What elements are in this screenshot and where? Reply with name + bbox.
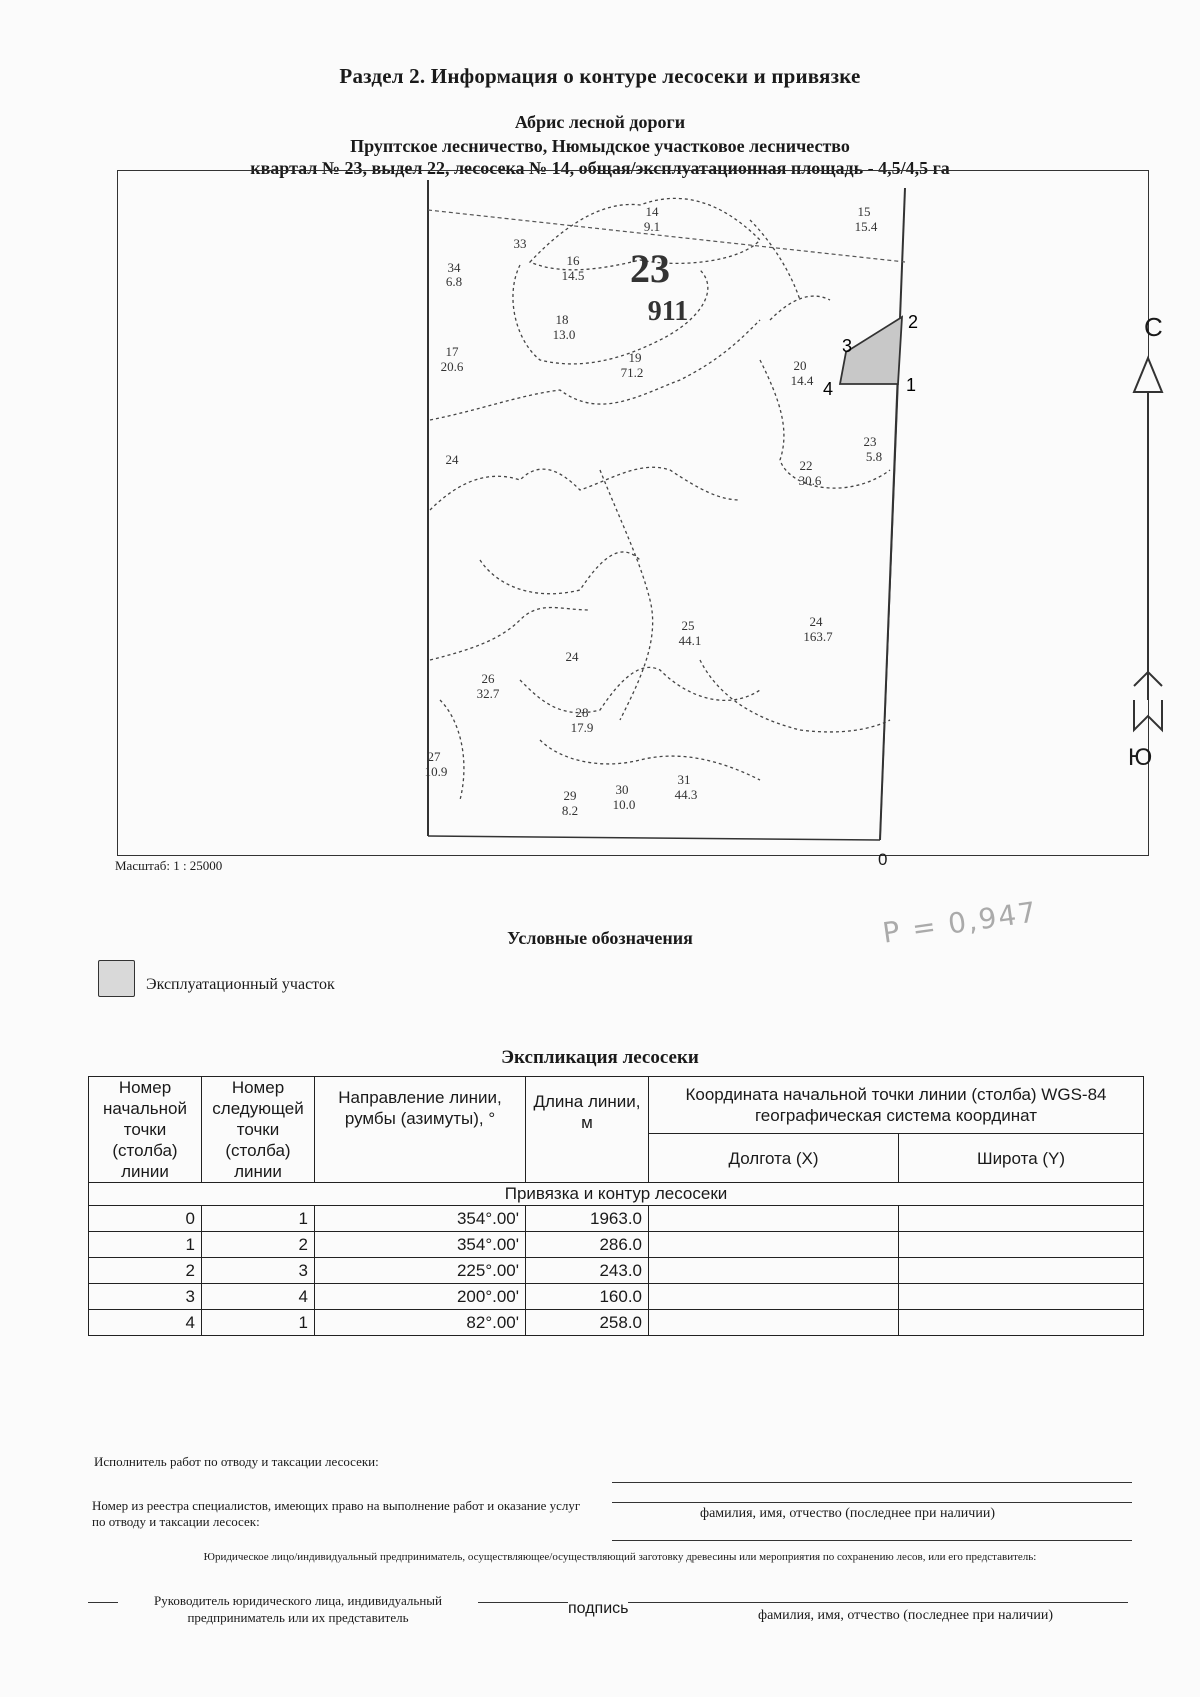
point-label-1: 1 — [906, 375, 917, 395]
stand-boundary — [440, 700, 464, 800]
cell-length: 1963.0 — [526, 1206, 649, 1232]
cell-length: 243.0 — [526, 1258, 649, 1284]
stand-number: 24 — [565, 649, 579, 664]
stand-number: 30 — [615, 782, 629, 797]
stand-boundary — [520, 667, 760, 712]
cell-longitude — [649, 1206, 899, 1232]
cell-direction: 82°.00' — [315, 1310, 526, 1336]
legend-title: Условные обозначения — [507, 928, 693, 948]
cell-next: 1 — [202, 1310, 315, 1336]
map-scale: Масштаб: 1 : 25000 — [115, 858, 223, 873]
fio-caption: фамилия, имя, отчество (последнее при наличии) — [700, 1506, 995, 1521]
stand-area: 15.4 — [854, 219, 878, 234]
stand-area: 44.1 — [678, 633, 702, 648]
cell-length: 286.0 — [526, 1232, 649, 1258]
stand-area: 10.9 — [424, 764, 448, 779]
stand-area: 14.5 — [561, 268, 585, 283]
table-row — [89, 1206, 1144, 1232]
stand-area: 71.2 — [620, 365, 644, 380]
south-label: Ю — [1128, 744, 1153, 771]
binding-line — [880, 384, 898, 840]
stand-boundary — [700, 660, 890, 732]
legal-entity-label: Юридическое лицо/индивидуальный предприниматель, осуществляющее/осуществляющий заготовку древесины или мероприятия по сохранению лесов, или его представитель: — [203, 1551, 1037, 1563]
signature-line — [612, 1482, 1132, 1483]
stand-area: 20.6 — [440, 359, 464, 374]
header-next-point: Номер следующей точки (столба) линии — [202, 1077, 315, 1183]
stand-number: 28 — [575, 705, 589, 720]
cell-latitude — [899, 1258, 1144, 1284]
stand-number: 27 — [427, 749, 441, 764]
stand-area: 14.4 — [790, 373, 814, 388]
north-label: С — [1144, 312, 1163, 342]
cell-start: 0 — [89, 1206, 202, 1232]
legend-swatch — [98, 960, 135, 997]
abris-title: Абрис лесной дороги — [514, 112, 686, 132]
table-row — [89, 1232, 1144, 1258]
stand-number: 24 — [445, 452, 459, 467]
stand-area: 32.7 — [476, 686, 500, 701]
stand-number: 26 — [481, 671, 495, 686]
stand-number: 34 — [447, 260, 461, 275]
header-start-point: Номер начальной точки (столба) линии — [89, 1077, 202, 1183]
cell-start: 2 — [89, 1258, 202, 1284]
cell-direction: 354°.00' — [315, 1206, 526, 1232]
cell-longitude — [649, 1258, 899, 1284]
cell-longitude — [649, 1310, 899, 1336]
quarter-number: 23 — [630, 246, 670, 291]
stand-boundary — [480, 552, 640, 594]
header-latitude: Широта (Y) — [899, 1134, 1144, 1183]
fio-caption: фамилия, имя, отчество (последнее при наличии) — [758, 1608, 1053, 1623]
explication-table — [88, 1076, 1144, 1336]
stand-number: 29 — [563, 788, 577, 803]
header-direction: Направление линии, румбы (азимуты), ° — [315, 1077, 526, 1183]
north-arrow-tail — [1134, 700, 1162, 730]
stand-area: 6.8 — [445, 274, 463, 289]
stand-area: 8.2 — [561, 803, 579, 818]
table-section-row — [89, 1183, 1144, 1206]
cell-latitude — [899, 1310, 1144, 1336]
table-header-row — [89, 1077, 1144, 1134]
stand-number: 19 — [628, 350, 642, 365]
stand-area: 9.1 — [643, 219, 661, 234]
header-coordinates: Координата начальной точки линии (столба) WGS-84 географическая система координат — [649, 1077, 1144, 1134]
stand-number: 15 — [857, 204, 871, 219]
stand-number: 18 — [555, 312, 569, 327]
stand-area: 30.6 — [798, 473, 822, 488]
stand-area: 163.7 — [803, 629, 833, 644]
cell-longitude — [649, 1284, 899, 1310]
stand-boundary — [430, 320, 760, 420]
stand-number: 17 — [445, 344, 459, 359]
table-row — [89, 1258, 1144, 1284]
cell-longitude — [649, 1232, 899, 1258]
cell-length: 258.0 — [526, 1310, 649, 1336]
stand-area: 44.3 — [674, 787, 698, 802]
stand-area: 5.8 — [865, 449, 883, 464]
cell-latitude — [899, 1206, 1144, 1232]
cell-next: 4 — [202, 1284, 315, 1310]
table-row — [89, 1310, 1144, 1336]
cell-next: 2 — [202, 1232, 315, 1258]
cell-direction: 225°.00' — [315, 1258, 526, 1284]
cell-latitude — [899, 1284, 1144, 1310]
stand-number: 24 — [809, 614, 823, 629]
forestry-name: Пруптское лесничество, Нюмыдское участковое лесничество — [350, 136, 850, 156]
cell-start: 1 — [89, 1232, 202, 1258]
cell-direction: 200°.00' — [315, 1284, 526, 1310]
section-label: Привязка и контур лесосеки — [89, 1183, 1144, 1206]
registry-label: Номер из реестра специалистов, имеющих право на выполнение работ и оказание услуг по отводу и таксации лесосек: — [92, 1498, 581, 1529]
signature-line — [612, 1502, 1132, 1503]
cell-start: 3 — [89, 1284, 202, 1310]
cell-latitude — [899, 1232, 1144, 1258]
cell-length: 160.0 — [526, 1284, 649, 1310]
header-length: Длина линии, м — [526, 1077, 649, 1183]
point-label-3: 3 — [842, 336, 853, 356]
signature-caption: подпись — [568, 1600, 629, 1617]
quarter-area: 911 — [647, 296, 689, 327]
stand-number: 33 — [513, 236, 527, 251]
north-arrow-head — [1134, 358, 1162, 392]
section-title: Раздел 2. Информация о контуре лесосеки и привязке — [339, 64, 861, 88]
stand-area: 13.0 — [552, 327, 576, 342]
cell-start: 4 — [89, 1310, 202, 1336]
stand-boundary — [770, 296, 830, 320]
stand-number: 22 — [799, 458, 813, 473]
explication-title: Экспликация лесосеки — [501, 1047, 699, 1068]
stand-boundary — [600, 470, 653, 720]
header-longitude: Долгота (X) — [649, 1134, 899, 1183]
cell-next: 3 — [202, 1258, 315, 1284]
stand-boundary — [540, 740, 760, 780]
table-row — [89, 1284, 1144, 1310]
signature-line — [612, 1540, 1132, 1541]
handwritten-note: P = 0,947 — [880, 895, 1040, 950]
stand-boundary — [430, 467, 740, 510]
legend-label: Эксплуатационный участок — [146, 976, 335, 993]
quarter-description: квартал № 23, выдел 22, лесосека № 14, общая/эксплуатационная площадь - 4,5/4,5 га — [250, 158, 950, 178]
stand-area: 17.9 — [570, 720, 594, 735]
stand-number: 20 — [793, 358, 807, 373]
stand-number: 31 — [677, 772, 691, 787]
stand-number: 23 — [863, 434, 877, 449]
origin-point-label: 0 — [878, 850, 888, 869]
quarter-boundary-bottom — [428, 836, 880, 840]
north-arrow — [1134, 358, 1162, 730]
executor-label: Исполнитель работ по отводу и таксации лесосеки: — [94, 1454, 379, 1469]
cell-next: 1 — [202, 1206, 315, 1232]
stand-number: 16 — [566, 253, 580, 268]
point-label-4: 4 — [823, 379, 834, 399]
stand-number: 14 — [645, 204, 659, 219]
point-label-2: 2 — [908, 312, 919, 332]
cell-direction: 354°.00' — [315, 1232, 526, 1258]
stand-number: 25 — [681, 618, 695, 633]
stand-boundary — [750, 220, 800, 300]
head-label: Руководитель юридического лица, индивидуальный предприниматель или их представитель — [118, 1592, 478, 1626]
stand-area: 10.0 — [612, 797, 636, 812]
